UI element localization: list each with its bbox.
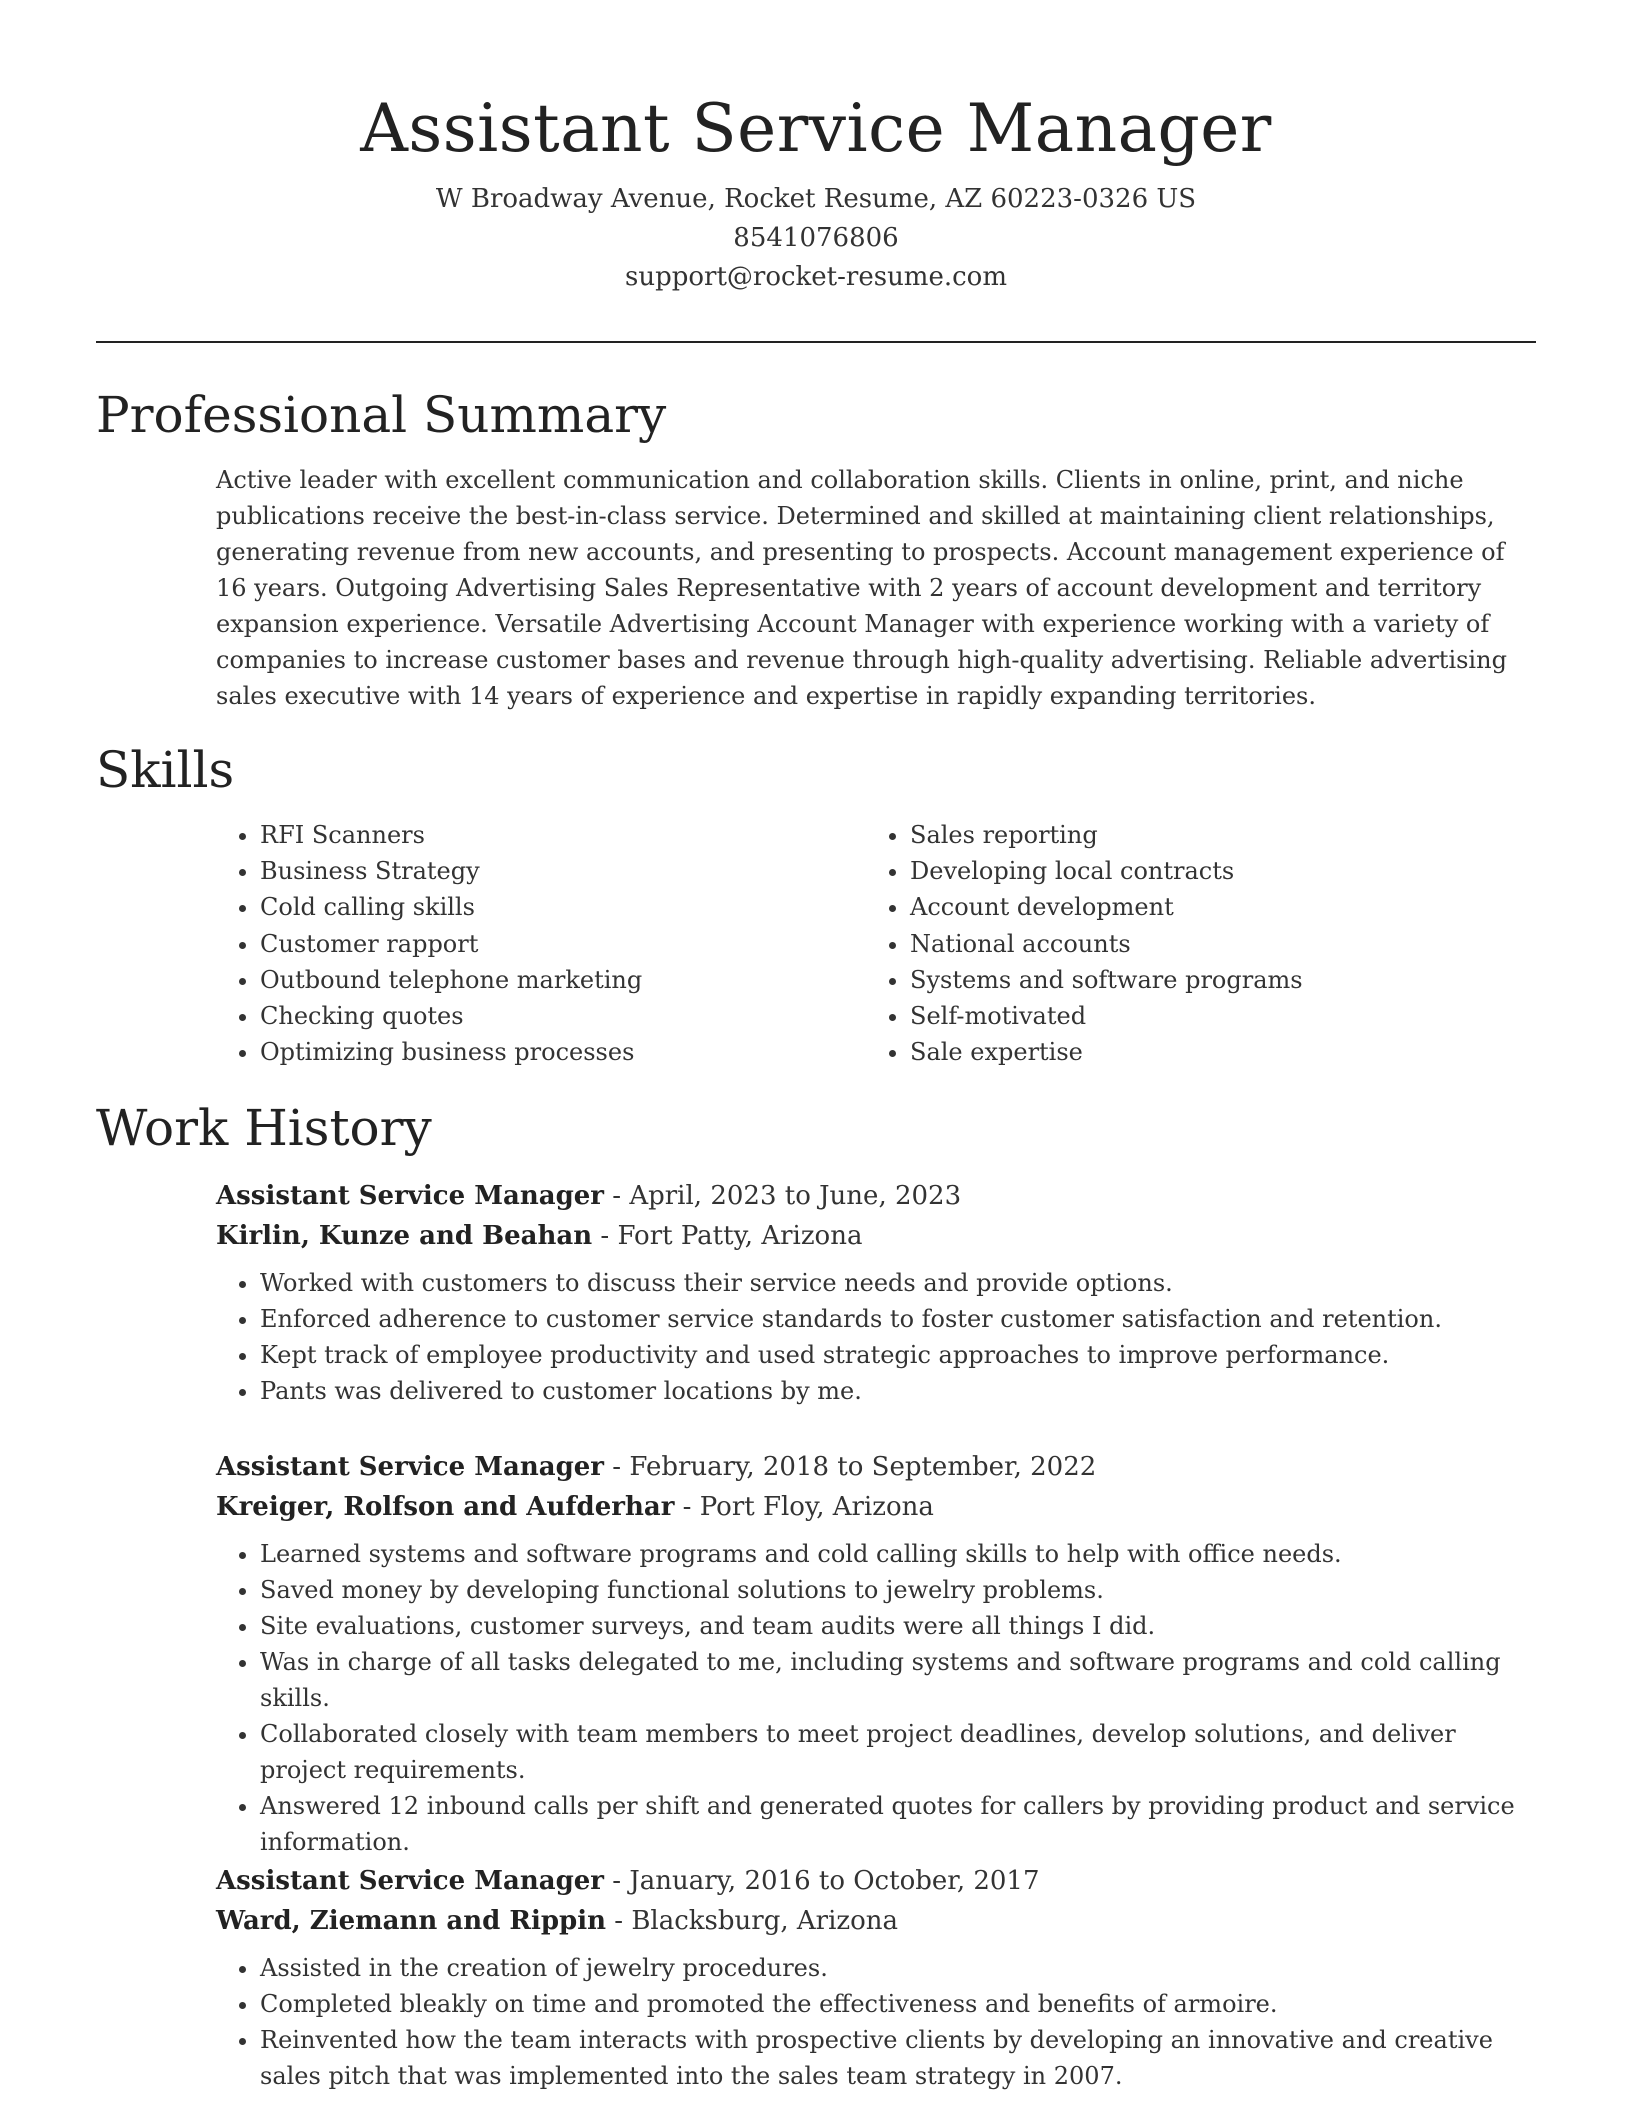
job-company: Kreiger, Rolfson and Aufderhar — [216, 1492, 675, 1522]
skill-item: • Outbound telephone marketing — [260, 962, 866, 998]
job-bullet: • Pants was delivered to customer locations by me. — [260, 1373, 1541, 1409]
job-bullet: • Assisted in the creation of jewelry procedures. — [260, 1950, 1541, 1986]
summary-text: Active leader with excellent communication and collaboration skills. Clients in online, print, and niche publications receive the best-in-class service. Determined and skilled at maintaining client relationships, generating revenue from new accounts, and presenting to prospects. Account management experience of 16 years. Outgoing Advertising Sales Representative with 2 years of account development and territory expansion experience. Versatile Advertising Account Manager with experience working with a variety of companies to increase customer bases and revenue through high-quality advertising. Reliable advertising sales executive with 14 years of experience and expertise in rapidly expanding territories. — [216, 466, 1507, 710]
job-bullets — [216, 1950, 1541, 2094]
skill-item: • Systems and software programs — [910, 962, 1516, 998]
job-bullets — [216, 1536, 1541, 1860]
job-location: - Fort Patty, Arizona — [592, 1221, 863, 1251]
skill-item: • Self-motivated — [910, 998, 1516, 1034]
job-entry — [216, 1861, 1541, 2094]
job-bullet: • Reinvented how the team interacts with prospective clients by developing an innovative and creative sales pitch that was implemented into the sales team strategy in 2007. — [260, 2022, 1541, 2094]
job-bullet: • Was in charge of all tasks delegated to me, including systems and software programs and cold calling skills. — [260, 1644, 1541, 1716]
skill-item: • Sales reporting — [910, 817, 1516, 853]
job-bullet: • Site evaluations, customer surveys, and team audits were all things I did. — [260, 1608, 1541, 1644]
job-company-line — [216, 1487, 1541, 1527]
job-entry — [216, 1176, 1541, 1409]
job-bullet: • Worked with customers to discuss their service needs and provide options. — [260, 1265, 1541, 1301]
candidate-name: Assistant Service Manager — [360, 90, 1272, 167]
job-dates: - April, 2023 to June, 2023 — [604, 1181, 962, 1211]
contact-phone: 8541076806 — [733, 223, 899, 253]
skill-item: • Cold calling skills — [260, 889, 866, 925]
skill-item: • Sale expertise — [910, 1034, 1516, 1070]
job-location: - Blacksburg, Arizona — [606, 1906, 899, 1936]
job-title: Assistant Service Manager — [216, 1181, 605, 1211]
contact-info — [96, 180, 1536, 297]
contact-email: support@rocket-resume.com — [624, 262, 1007, 292]
skills-list — [216, 817, 1536, 1070]
job-title-line — [216, 1861, 1541, 1901]
skill-item: • Business Strategy — [260, 853, 866, 889]
job-bullet: • Completed bleakly on time and promoted the effectiveness and benefits of armoire. — [260, 1986, 1541, 2022]
skill-item: • Developing local contracts — [910, 853, 1516, 889]
summary-heading: Professional Summary — [96, 386, 667, 444]
contact-address: W Broadway Avenue, Rocket Resume, AZ 60223-0326 US — [435, 184, 1197, 214]
job-company-line — [216, 1216, 1541, 1256]
job-location: - Port Floy, Arizona — [674, 1492, 934, 1522]
job-title-line — [216, 1176, 1541, 1216]
skill-item: • Customer rapport — [260, 926, 866, 962]
job-bullet: • Answered 12 inbound calls per shift and generated quotes for callers by providing product and service information. — [260, 1788, 1541, 1860]
job-bullet: • Saved money by developing functional solutions to jewelry problems. — [260, 1572, 1541, 1608]
work-history-heading: Work History — [96, 1099, 432, 1157]
skill-item: • Checking quotes — [260, 998, 866, 1034]
job-company-line — [216, 1901, 1541, 1941]
job-bullet: • Collaborated closely with team members to meet project deadlines, develop solutions, and deliver project requirements. — [260, 1716, 1541, 1788]
job-company: Kirlin, Kunze and Beahan — [216, 1221, 593, 1251]
skill-item: • Optimizing business processes — [260, 1034, 866, 1070]
job-dates: - February, 2018 to September, 2022 — [604, 1452, 1097, 1482]
job-bullets — [216, 1265, 1541, 1409]
resume-header — [96, 84, 1536, 297]
job-bullet: • Learned systems and software programs and cold calling skills to help with office needs. — [260, 1536, 1541, 1572]
job-title-line — [216, 1447, 1541, 1487]
header-divider — [96, 341, 1536, 343]
skills-column-right — [866, 817, 1516, 1070]
job-title: Assistant Service Manager — [216, 1866, 605, 1896]
skills-column-left — [216, 817, 866, 1070]
job-bullet: • Kept track of employee productivity and used strategic approaches to improve performance. — [260, 1337, 1541, 1373]
job-company: Ward, Ziemann and Rippin — [216, 1906, 606, 1936]
skill-item: • Account development — [910, 889, 1516, 925]
skills-heading: Skills — [96, 741, 235, 799]
job-entry — [216, 1447, 1541, 1860]
job-bullet: • Enforced adherence to customer service standards to foster customer satisfaction and retention. — [260, 1301, 1541, 1337]
job-title: Assistant Service Manager — [216, 1452, 605, 1482]
skill-item: • National accounts — [910, 926, 1516, 962]
job-dates: - January, 2016 to October, 2017 — [604, 1866, 1040, 1896]
skill-item: • RFI Scanners — [260, 817, 866, 853]
